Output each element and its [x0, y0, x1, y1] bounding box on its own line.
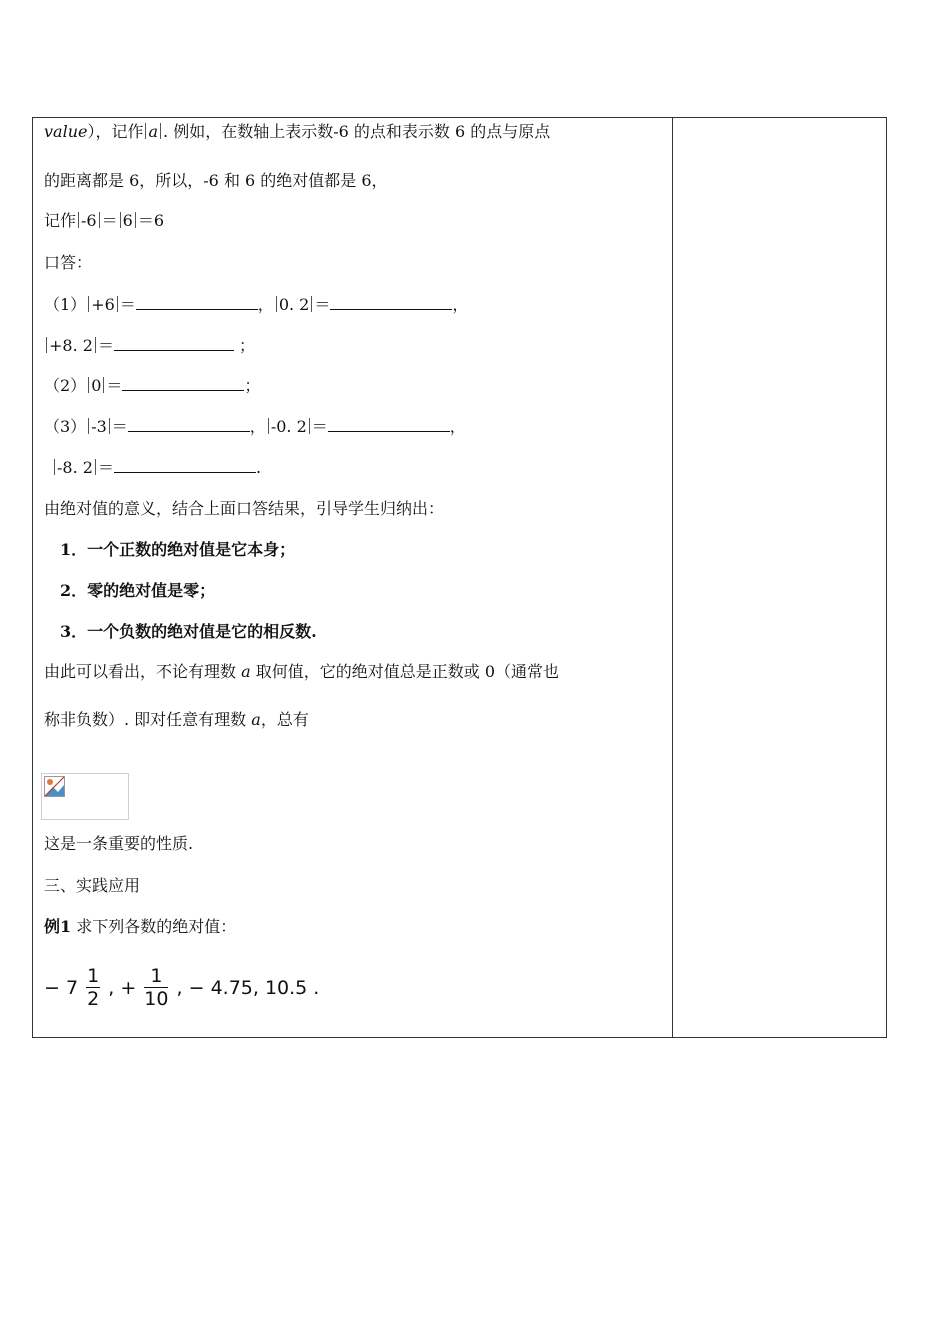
line-definition: [44, 121, 550, 143]
example-line: [44, 916, 236, 938]
question-1-cont: [44, 334, 255, 357]
text: ，: [249, 417, 266, 436]
denominator: 10: [144, 988, 169, 1010]
abs-bar: [99, 212, 100, 228]
paragraph-line-1: [44, 661, 559, 683]
text: ＝: [97, 336, 114, 355]
text: -8. 2: [57, 458, 93, 477]
text: ＝: [314, 295, 331, 314]
text: ，: [452, 295, 469, 314]
label: （1）: [44, 295, 87, 314]
question-3: [44, 415, 466, 438]
text: ＝: [101, 211, 118, 230]
text: 0. 2: [278, 295, 310, 314]
text: ＝6: [137, 211, 164, 230]
text: ；: [244, 376, 261, 395]
math-term: , +: [108, 976, 137, 999]
text: 0: [91, 376, 102, 395]
text: . 例如，在数轴上表示数-6 的点和表示数 6 的点与原点: [163, 122, 551, 141]
text: -3: [91, 417, 107, 436]
text: ＝: [311, 417, 328, 436]
text: 由此可以看出，不论有理数: [44, 662, 242, 681]
abs-bar: [88, 296, 89, 312]
abs-bar: [135, 212, 136, 228]
text: +6: [91, 295, 115, 314]
math-term: , − 4.75, 10.5 .: [176, 976, 320, 999]
broken-image-icon: [44, 776, 65, 797]
var-a: a: [251, 710, 261, 729]
text: ＝: [119, 295, 136, 314]
abs-bar: [78, 212, 79, 228]
text: ，: [449, 417, 466, 436]
abs-bar: [88, 418, 89, 434]
rule-3: 3．一个负数的绝对值是它的相反数.: [60, 622, 317, 641]
abs-bar: [109, 418, 110, 434]
text: ＝: [106, 376, 123, 395]
summary-line: 由绝对值的意义，结合上面口答结果，引导学生归纳出：: [44, 499, 445, 518]
text: 记作: [44, 211, 77, 230]
var-a: a: [148, 122, 159, 141]
property-line: 这是一条重要的性质.: [44, 834, 194, 853]
abs-bar: [145, 123, 146, 139]
answer-blank[interactable]: [114, 456, 256, 473]
text: 求下列各数的绝对值：: [71, 917, 237, 936]
text: 称非负数）. 即对任意有理数: [44, 710, 252, 729]
question-1: [44, 293, 468, 316]
abs-bar: [103, 377, 104, 393]
text: +8. 2: [49, 336, 93, 355]
answer-blank[interactable]: [128, 415, 250, 432]
example-label: 例1: [44, 917, 72, 936]
lesson-table: [32, 117, 887, 1038]
oral-answer-heading: 口答：: [44, 253, 93, 272]
column-divider: [672, 117, 673, 1038]
text: -0. 2: [270, 417, 307, 436]
label: （3）: [44, 417, 87, 436]
section-heading: 三、实践应用: [44, 876, 141, 895]
abs-bar: [54, 459, 55, 475]
numerator: 1: [87, 965, 100, 987]
abs-bar: [276, 296, 277, 312]
answer-blank[interactable]: [330, 293, 452, 310]
abs-bar: [117, 296, 118, 312]
text: -6: [81, 211, 97, 230]
abs-bar: [311, 296, 312, 312]
text: 6: [122, 211, 133, 230]
fraction-1: [86, 965, 100, 1010]
term-value: value: [44, 122, 88, 141]
rule-2: 2．零的绝对值是零；: [60, 581, 216, 600]
question-2: [44, 374, 260, 397]
example-expression: [44, 965, 319, 1025]
abs-bar: [95, 337, 96, 353]
abs-bar: [268, 418, 269, 434]
line-distance: 的距离都是 6，所以，-6 和 6 的绝对值都是 6，: [44, 171, 388, 190]
abs-bar: [309, 418, 310, 434]
text: .: [255, 458, 262, 477]
text: ＝: [111, 417, 128, 436]
text: ；: [233, 336, 256, 355]
rule-1: 1．一个正数的绝对值是它本身；: [60, 540, 296, 559]
line-notation: [44, 210, 164, 232]
formula-image-placeholder: [41, 773, 129, 820]
abs-bar: [160, 123, 161, 139]
abs-bar: [88, 377, 89, 393]
math-term: − 7: [44, 976, 79, 999]
label: （2）: [44, 376, 87, 395]
text: ），记作: [87, 122, 144, 141]
abs-bar: [46, 337, 47, 353]
paragraph-line-2: [44, 709, 309, 731]
text: ，: [257, 295, 274, 314]
text: ，总有: [260, 710, 309, 729]
answer-blank[interactable]: [114, 334, 234, 351]
question-3-cont: [52, 456, 261, 479]
answer-blank[interactable]: [328, 415, 450, 432]
var-a: a: [241, 662, 251, 681]
abs-bar: [95, 459, 96, 475]
text: ＝: [97, 458, 114, 477]
fraction-2: [144, 965, 168, 1010]
abs-bar: [120, 212, 121, 228]
answer-blank[interactable]: [122, 374, 244, 391]
denominator: 2: [87, 988, 100, 1010]
numerator: 1: [144, 965, 168, 988]
text: 取何值，它的绝对值总是正数或 0（通常也: [250, 662, 559, 681]
answer-blank[interactable]: [136, 293, 258, 310]
